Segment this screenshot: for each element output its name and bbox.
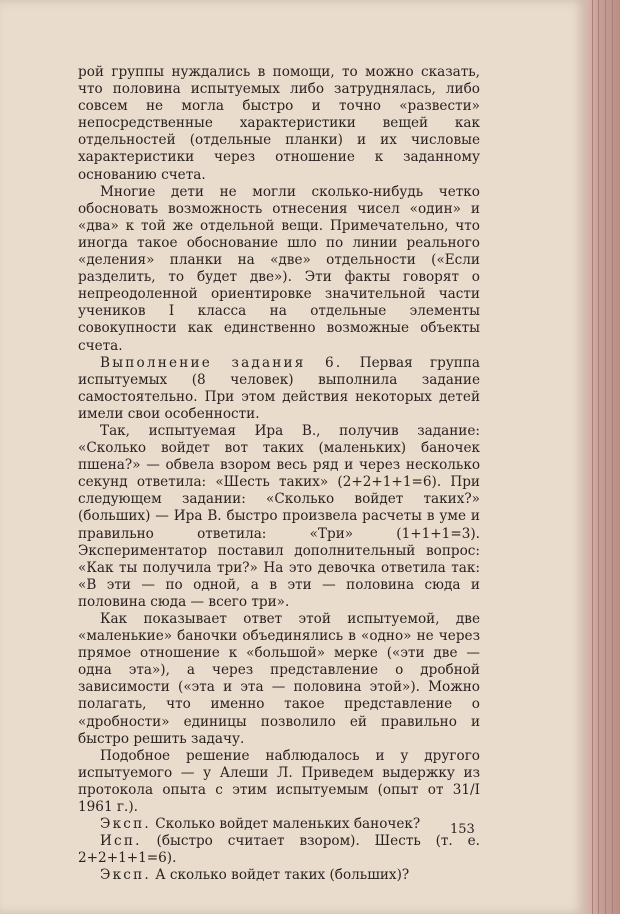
paragraph-2: Многие дети не могли сколько-нибудь четко обосновать возможность отнесения чисел «один» и «два» к той же отдельной вещи. Примечательно, что иногда такое обоснование шло по линии реального «деления» планки на «две» отдельности («Если разделить, то будет две»). Эти факты говорят о непреодоленной ориентировке значительной части учеников I класса на отдельные элементы совокупности как единственно возможные объекты счета.: [78, 183, 480, 354]
dialogue-line-3: [78, 867, 480, 884]
page-edges: [586, 0, 620, 914]
page-number: 153: [450, 822, 475, 837]
dialogue-text: (быстро считает взором). Шесть (т. е. 2+2+1+1=6).: [78, 833, 480, 867]
dialogue-line-1: [78, 816, 480, 833]
speaker-label: Эксп.: [100, 816, 151, 833]
paragraph-3-body: Первая группа испытуемых (8 человек) выполнила задание самостоятельно. При этом действия некоторых детей имели свои особенности.: [78, 354, 480, 422]
dialogue-text: А сколько войдет таких (больших)?: [150, 867, 410, 884]
paragraph-5: Как показывает ответ этой испытуемой, две «маленькие» баночки объединялись в «одно» не через прямое отношение к «большой» мерке («эти две — одна эта»), а через представление о дробной зависимости («эта и эта — половина этой»). Можно полагать, что именно такое представление о «дробности» единицы позволило ей правильно и быстро решить задачу.: [78, 611, 480, 747]
speaker-label: Исп.: [100, 833, 142, 850]
dialogue-line-2: [78, 833, 480, 867]
spaced-heading: Выполнение задания 6.: [100, 354, 343, 371]
dialogue-text: Сколько войдет маленьких баночек?: [150, 816, 421, 833]
page-text: [78, 64, 480, 885]
paragraph-6: Подобное решение наблюдалось и у другого испытуемого — у Алеши Л. Приведем выдержку из протокола опыта с этим испытуемым (опыт от 31/I 1961 г.).: [78, 747, 480, 816]
paragraph-3: [78, 355, 480, 423]
speaker-label: Эксп.: [100, 867, 151, 884]
paragraph-1: рой группы нуждались в помощи, то можно сказать, что половина испытуемых либо затруднялась, либо совсем не могла быстро и точно «развести» непосредственные характеристики вещей как отдельностей (отдельные планки) и их числовые характеристики через отношение к заданному основанию счета.: [78, 64, 480, 183]
paragraph-4: Так, испытуемая Ира В., получив задание: «Сколько войдет вот таких (маленьких) баночек пшена?» — обвела взором весь ряд и через несколько секунд ответила: «Шесть таких» (2+2+1+1=6). При следующем задании: «Сколько войдет таких?» (больших) — Ира В. быстро произвела расчеты в уме и правильно ответила: «Три» (1+1+1=3). Экспериментатор поставил дополнительный вопрос: «Как ты получила три?» На это девочка ответила так: «В эти — по одной, а в эти — половина сюда и половина сюда — всего три».: [78, 422, 480, 610]
